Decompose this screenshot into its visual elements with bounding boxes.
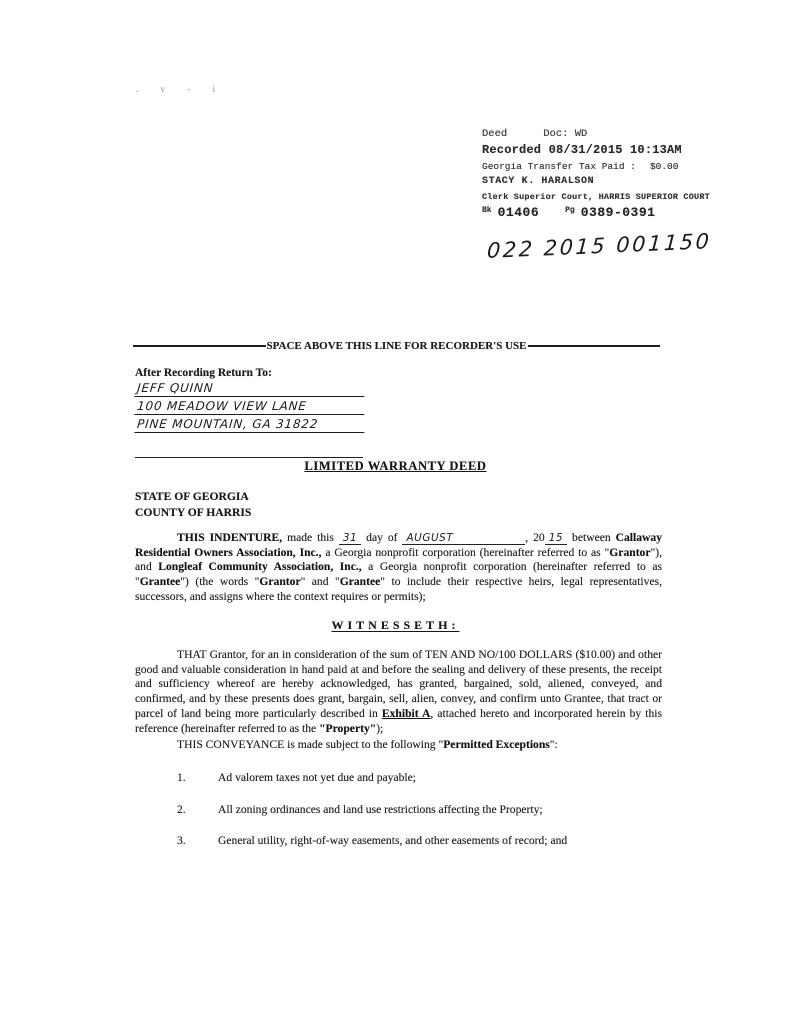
return-to-block (135, 367, 365, 458)
granting-clause-paragraph (135, 648, 662, 736)
conveyance-paragraph (135, 738, 662, 753)
indenture-text: between (567, 531, 616, 544)
stamp-deed-label: Deed (482, 128, 508, 140)
grantor-name: Callaway Residential Owners Association, Inc., (135, 531, 662, 559)
property-term: "Property" (319, 721, 377, 735)
divider-label: SPACE ABOVE THIS LINE FOR RECORDER'S USE (266, 340, 527, 352)
stamp-clerk-name: STACY K. HARALSON (482, 176, 595, 187)
stamp-page-value: 0389-0391 (580, 205, 656, 220)
return-to-address1: 100 MEADOW VIEW LANE (134, 399, 365, 415)
exception-text: Ad valorem taxes not yet due and payable; (218, 771, 416, 784)
exception-item (177, 833, 662, 848)
grantor-term: Grantor (259, 575, 301, 589)
stamp-book-page-row (482, 205, 710, 220)
stamp-tax-label: Georgia Transfer Tax Paid : (482, 161, 636, 172)
handwritten-case-number: 022 2015 001150 (486, 229, 713, 263)
granting-text: ); (376, 721, 384, 735)
recorder-use-divider (133, 340, 660, 352)
handwritten-year: 15 (545, 532, 567, 545)
return-to-label: After Recording Return To: (135, 367, 272, 379)
permitted-exceptions-term: Permitted Exceptions (443, 738, 550, 751)
stamp-recorded-line: Recorded 08/31/2015 10:13AM (482, 143, 682, 157)
document-title-wrap (0, 457, 791, 475)
indenture-text: day of (361, 531, 403, 544)
return-to-blank-line (135, 437, 363, 458)
indenture-text: " and " (300, 575, 340, 589)
grantee-term: Grantee (139, 575, 181, 589)
exception-item (177, 802, 662, 817)
indenture-text: " to include their respective heirs, legal representatives, successors, and assigns where the context requires or permits); (135, 575, 662, 603)
exception-text: All zoning ordinances and land use restrictions affecting the Property; (218, 802, 543, 816)
stamp-book-label: Bk (482, 206, 492, 215)
granting-text: THAT Grantor, for an in consideration of the sum of TEN AND NO/100 DOLLARS ($10.00) and other good and valuable consideration in hand paid at and before the sealing and delivery of these presents, the receipt and sufficiency whereof are hereby acknowledged, has granted, bargained, sold, aliened, conveyed, and confirmed, and by these presents does grant, bargain, sell, alien, convey, and confirm unto Grantee, that tract or parcel of land being more particularly described in (135, 648, 662, 720)
state-line: STATE OF GEORGIA (135, 490, 249, 503)
handwritten-month: AUGUST (402, 532, 525, 545)
permitted-exceptions-list (177, 770, 662, 865)
indenture-text: made this (282, 531, 339, 544)
witnesseth-heading: WITNESSETH: (331, 618, 460, 632)
indenture-text: , 20 (525, 531, 545, 544)
grantee-term: Grantee (339, 575, 381, 589)
exception-item (177, 770, 662, 785)
divider-rule-left (133, 345, 266, 347)
witnesseth-heading-wrap (0, 616, 791, 634)
indenture-text: a Georgia nonprofit corporation (hereinafter referred to as " (135, 560, 662, 589)
scan-artifact-marks: . v - i (136, 84, 225, 94)
indenture-opening: THIS INDENTURE, (177, 531, 283, 544)
exception-number: 2. (177, 802, 186, 816)
stamp-court-line: Clerk Superior Court, HARRIS SUPERIOR COURT (482, 192, 710, 202)
county-line: COUNTY OF HARRIS (135, 505, 252, 519)
conveyance-text: ": (549, 738, 558, 751)
stamp-doc-row (482, 128, 710, 140)
grantor-term: Grantor (609, 545, 651, 559)
exhibit-a-reference: Exhibit A (381, 706, 431, 720)
return-to-name: JEFF QUINN (134, 381, 365, 397)
handwritten-day: 31 (339, 532, 361, 545)
return-to-address2: PINE MOUNTAIN, GA 31822 (134, 417, 365, 433)
indenture-text: ") (the words " (180, 575, 260, 589)
jurisdiction-block (135, 489, 251, 520)
indenture-text: a Georgia nonprofit corporation (hereinafter referred to as " (321, 545, 610, 559)
exception-number: 1. (177, 771, 186, 784)
grantee-name: Longleaf Community Association, Inc., (158, 560, 362, 574)
indenture-paragraph (135, 531, 662, 605)
stamp-tax-value: $0.00 (649, 161, 679, 172)
exception-number: 3. (177, 834, 186, 847)
granting-text: , attached hereto and incorporated herein by this reference (hereinafter referred to as the (135, 706, 662, 735)
exception-text: General utility, right-of-way easements, and other easements of record; and (218, 834, 568, 847)
stamp-doc-type: Doc: WD (543, 128, 588, 140)
stamp-tax-row (482, 161, 710, 172)
stamp-page-label: Pg (565, 206, 575, 215)
indenture-text: "), and (135, 545, 662, 574)
conveyance-text: THIS CONVEYANCE is made subject to the following " (177, 738, 444, 751)
document-title: LIMITED WARRANTY DEED (304, 459, 487, 473)
divider-rule-right (528, 345, 661, 347)
stamp-book-value: 01406 (497, 205, 540, 220)
recording-stamp (482, 128, 710, 220)
